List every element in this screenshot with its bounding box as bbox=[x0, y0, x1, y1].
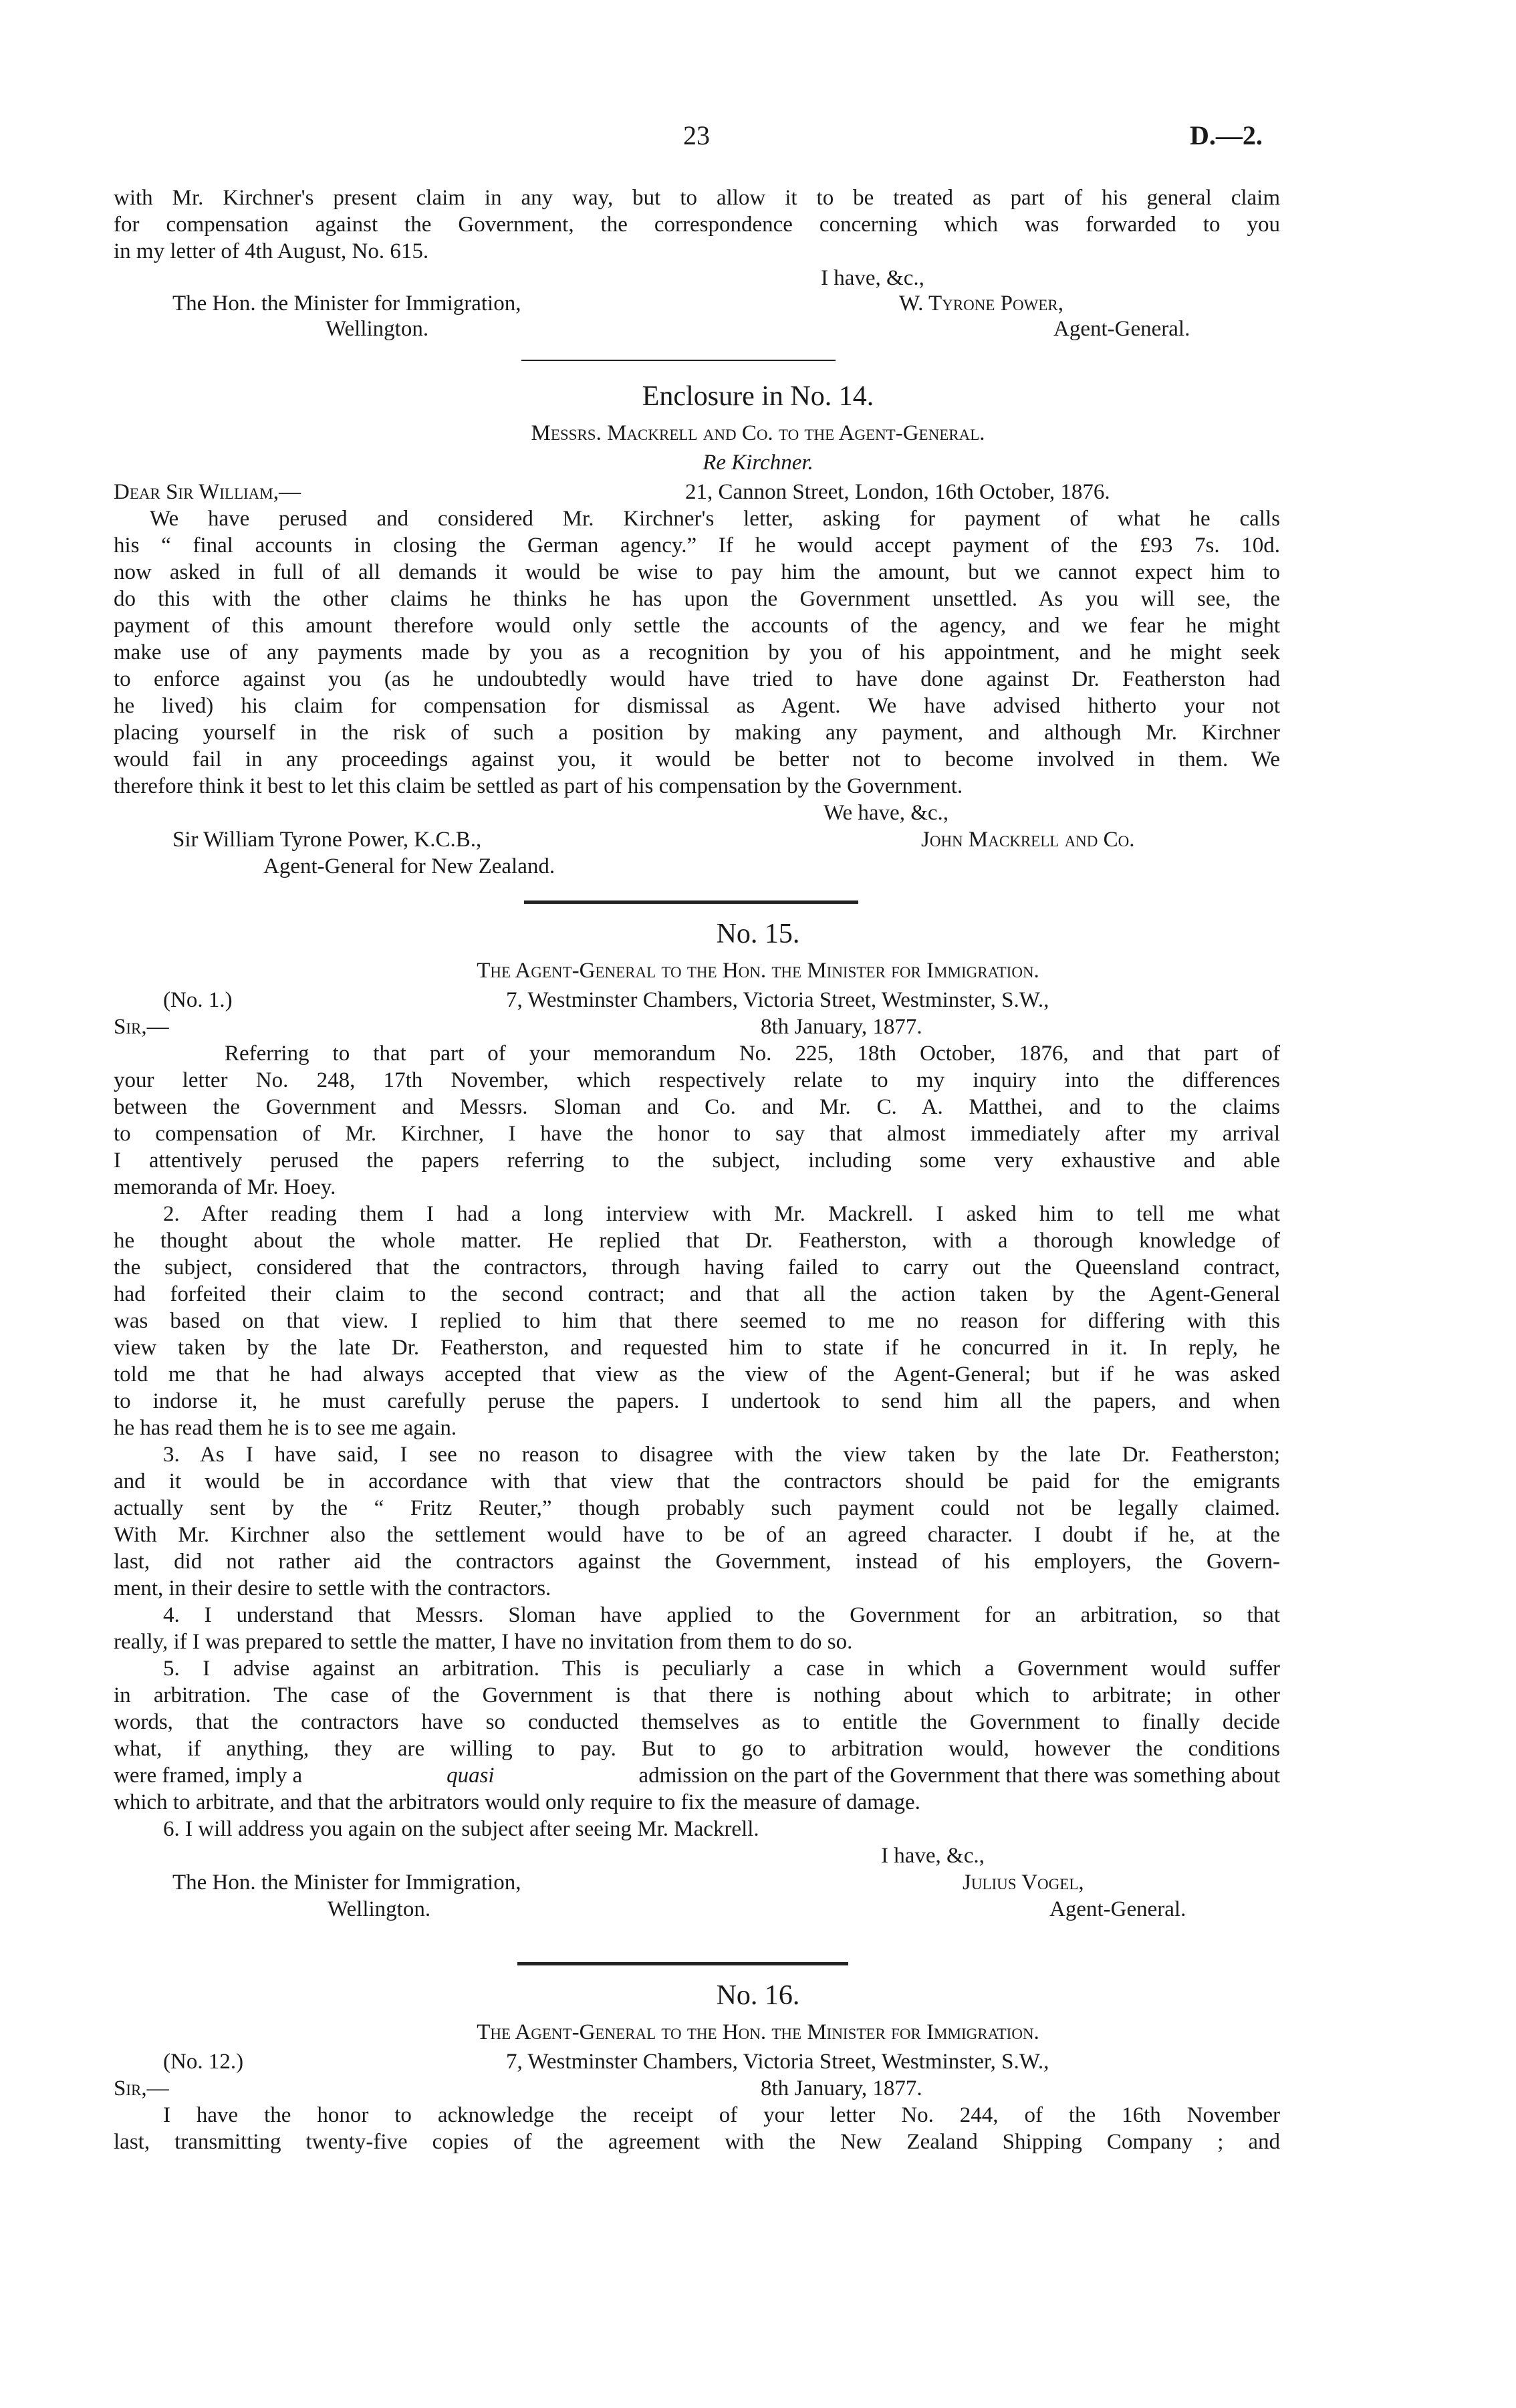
body-line: the subject, considered that the contractors, through having failed to carry out the Queensland contract, bbox=[114, 1255, 1280, 1280]
section-divider bbox=[524, 900, 858, 904]
salutation: Dear Sir William,— bbox=[114, 480, 301, 504]
body-line: payment of this amount therefore would only settle the accounts of the agency, and we fear he might bbox=[114, 614, 1280, 638]
re-line: Re Kirchner. bbox=[703, 451, 813, 475]
body-line: 2. After reading them I had a long interview with Mr. Mackrell. I asked him to tell me what bbox=[163, 1202, 1280, 1226]
addressee: Sir William Tyrone Power, K.C.B., bbox=[172, 828, 482, 852]
body-line: he has read them he is to see me again. bbox=[114, 1416, 457, 1440]
body-line: he thought about the whole matter. He replied that Dr. Featherston, with a thorough knowledge of bbox=[114, 1229, 1280, 1253]
letter-subtitle: The Agent-General to the Hon. the Minister for Immigration. bbox=[477, 2020, 1039, 2044]
body-line: your letter No. 248, 17th November, which respectively relate to my inquiry into the differences bbox=[114, 1068, 1280, 1092]
document-reference: D.—2. bbox=[1190, 120, 1263, 150]
signature-title: Agent-General. bbox=[1049, 1897, 1186, 1921]
sender-address: 7, Westminster Chambers, Victoria Street, Westminster, S.W., bbox=[506, 2050, 1049, 2074]
addressee: The Hon. the Minister for Immigration, bbox=[172, 1871, 521, 1895]
body-line: told me that he had always accepted that view as the view of the Agent-General; but if he was asked bbox=[114, 1362, 1280, 1387]
addressee-city: Wellington. bbox=[326, 317, 429, 341]
section-heading: Enclosure in No. 14. bbox=[642, 381, 874, 412]
body-line: Referring to that part of your memorandum No. 225, 18th October, 1876, and that part of bbox=[225, 1042, 1280, 1066]
signature-title: Agent-General. bbox=[1053, 317, 1190, 341]
signature: Julius Vogel, bbox=[963, 1871, 1084, 1895]
addressee-city: Wellington. bbox=[328, 1897, 431, 1921]
body-text: admission on the part of the Government that there was something about bbox=[638, 1764, 1280, 1788]
body-line: really, if I was prepared to settle the matter, I have no invitation from them to do so. bbox=[114, 1630, 853, 1654]
sender-address: 7, Westminster Chambers, Victoria Street, Westminster, S.W., bbox=[506, 988, 1049, 1012]
body-line: for compensation against the Government, the correspondence concerning which was forwarded to you bbox=[114, 213, 1280, 237]
body-line: his “ final accounts in closing the German agency.” If he would accept payment of the £93 7s. 10d. bbox=[114, 533, 1280, 558]
closing: I have, &c., bbox=[821, 266, 924, 290]
body-line: We have perused and considered Mr. Kirchner's letter, asking for payment of what he calls bbox=[150, 507, 1280, 531]
body-line: 3. As I have said, I see no reason to disagree with the view taken by the late Dr. Featherston; bbox=[163, 1443, 1280, 1467]
body-line: actually sent by the “ Fritz Reuter,” though probably such payment could not be legally claimed. bbox=[114, 1496, 1280, 1520]
body-line: to indorse it, he must carefully peruse the papers. I undertook to send him all the papers, and when bbox=[114, 1389, 1280, 1413]
closing: I have, &c., bbox=[881, 1844, 985, 1868]
body-line: in my letter of 4th August, No. 615. bbox=[114, 239, 429, 263]
letter-reference: (No. 12.) bbox=[163, 2050, 244, 2074]
addressee: The Hon. the Minister for Immigration, bbox=[172, 291, 521, 316]
body-line: 6. I will address you again on the subject after seeing Mr. Mackrell. bbox=[163, 1817, 759, 1841]
body-line: I have the honor to acknowledge the receipt of your letter No. 244, of the 16th November bbox=[163, 2103, 1280, 2127]
body-line: last, transmitting twenty-five copies of the agreement with the New Zealand Shipping Company ; and bbox=[114, 2130, 1280, 2154]
body-line: make use of any payments made by you as a recognition by you of his appointment, and he might seek bbox=[114, 640, 1280, 665]
body-line: would fail in any proceedings against you, it would be better not to become involved in them. We bbox=[114, 747, 1280, 771]
sender-address: 21, Cannon Street, London, 16th October, 1876. bbox=[685, 480, 1110, 504]
body-line: which to arbitrate, and that the arbitrators would only require to fix the measure of damage. bbox=[114, 1790, 920, 1814]
body-line: view taken by the late Dr. Featherston, and requested him to state if he concurred in it. In reply, he bbox=[114, 1336, 1280, 1360]
body-line: 5. I advise against an arbitration. This is peculiarly a case in which a Government would suffer bbox=[163, 1657, 1280, 1681]
body-line: ment, in their desire to settle with the contractors. bbox=[114, 1576, 551, 1600]
body-line: I attentively perused the papers referring to the subject, including some very exhaustive and able bbox=[114, 1149, 1280, 1173]
body-line: and it would be in accordance with that view that the contractors should be paid for the emigrants bbox=[114, 1469, 1280, 1493]
body-line: he lived) his claim for compensation for dismissal as Agent. We have advised hitherto your not bbox=[114, 694, 1280, 718]
letter-date: 8th January, 1877. bbox=[761, 1015, 922, 1039]
signature: W. Tyrone Power, bbox=[899, 291, 1063, 316]
body-line: memoranda of Mr. Hoey. bbox=[114, 1175, 336, 1199]
body-line: with Mr. Kirchner's present claim in any way, but to allow it to be treated as part of his general claim bbox=[114, 186, 1280, 210]
letter-subtitle: The Agent-General to the Hon. the Minister for Immigration. bbox=[477, 959, 1039, 983]
body-line: was based on that view. I replied to him that there seemed to me no reason for differing with this bbox=[114, 1309, 1280, 1333]
addressee-title: Agent-General for New Zealand. bbox=[263, 854, 555, 878]
body-line: in arbitration. The case of the Government is that there is nothing about which to arbitrate; in other bbox=[114, 1683, 1280, 1707]
signature: John Mackrell and Co. bbox=[921, 828, 1135, 852]
body-line: to compensation of Mr. Kirchner, I have the honor to say that almost immediately after my arrival bbox=[114, 1122, 1280, 1146]
body-line: do this with the other claims he thinks he has upon the Government unsettled. As you will see, the bbox=[114, 587, 1280, 611]
salutation: Sir,— bbox=[114, 2076, 169, 2100]
section-heading: No. 16. bbox=[716, 1980, 800, 2011]
body-line: With Mr. Kirchner also the settlement would have to be of an agreed character. I doubt if he, at the bbox=[114, 1523, 1280, 1547]
body-line: between the Government and Messrs. Sloman and Co. and Mr. C. A. Matthei, and to the claims bbox=[114, 1095, 1280, 1119]
page-number: 23 bbox=[683, 120, 710, 150]
closing: We have, &c., bbox=[824, 801, 949, 825]
letter-reference: (No. 1.) bbox=[163, 988, 233, 1012]
section-heading: No. 15. bbox=[716, 919, 800, 949]
body-line: had forfeited their claim to the second contract; and that all the action taken by the Agent-General bbox=[114, 1282, 1280, 1306]
letter-date: 8th January, 1877. bbox=[761, 2076, 922, 2100]
salutation: Sir,— bbox=[114, 1015, 169, 1039]
body-line: to enforce against you (as he undoubtedly would have tried to have done against Dr. Featherston had bbox=[114, 667, 1280, 691]
body-line: last, did not rather aid the contractors against the Government, instead of his employers, the Govern- bbox=[114, 1550, 1280, 1574]
letter-subtitle: Messrs. Mackrell and Co. to the Agent-General. bbox=[531, 421, 985, 445]
body-line: now asked in full of all demands it would be wise to pay him the amount, but we cannot expect him to bbox=[114, 560, 1280, 584]
section-divider bbox=[517, 1962, 848, 1965]
body-line: therefore think it best to let this claim be settled as part of his compensation by the Government. bbox=[114, 774, 963, 798]
emphasis-text: quasi bbox=[447, 1764, 495, 1788]
body-line: placing yourself in the risk of such a position by making any payment, and although Mr. Kirchner bbox=[114, 721, 1280, 745]
body-line: words, that the contractors have so conducted themselves as to entitle the Government to finally decide bbox=[114, 1710, 1280, 1734]
body-line: 4. I understand that Messrs. Sloman have applied to the Government for an arbitration, so that bbox=[163, 1603, 1280, 1627]
section-divider bbox=[521, 360, 836, 361]
body-line bbox=[114, 1762, 1280, 1789]
body-text: were framed, imply a bbox=[114, 1764, 303, 1788]
body-line: what, if anything, they are willing to pay. But to go to arbitration would, however the conditions bbox=[114, 1737, 1280, 1761]
